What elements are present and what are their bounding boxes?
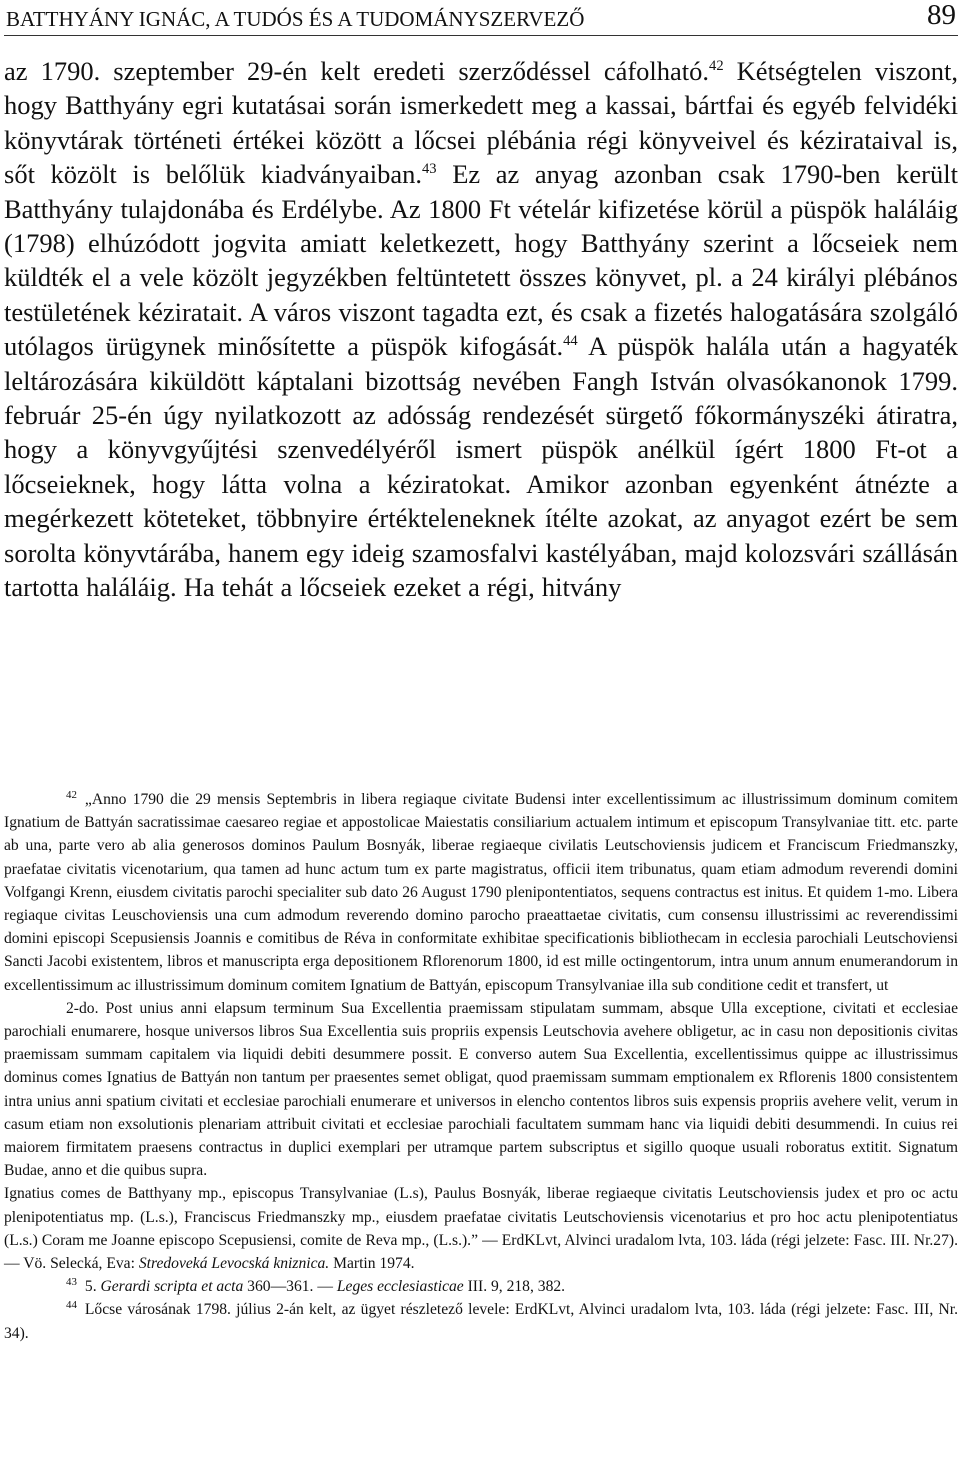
footnote-number-42: 42 [66, 788, 77, 801]
running-head-title: BATTHYÁNY IGNÁC, A TUDÓS ÉS A TUDOMÁNYSZERVEZŐ [6, 7, 585, 31]
footnote-ref-43[interactable]: 43 [422, 161, 437, 178]
page-number: 89 [927, 0, 956, 31]
body-sentence-4: A püspök halála után a hagyaték leltározására kiküldött káptalani bizottság nevében Fangh István olvasókanonok 1799. február 25-én úgy nyilatkozott az adósság rendezését sürgető főkormányszéki átiratra, hogy a könyvgyűjtési szenvedélyéről ismert püspök anélkül ígért 1800 Ft-ot a lőcseieknek, hogy látta volna a kéziratokat. Amikor azonban egyenként átnézte a megérkezett köteteket, többnyire értékteleneknek ítélte azokat, az anyagot ezért be sem sorolta könyvtárába, hanem egy ideig szamosfalvi kastélyában, majd kolozsvári szállásán tartotta haláláig. Ha tehát a lőcseiek ezeket a régi, hitvány [4, 331, 958, 603]
footnote-43-text-a: 5. [84, 1278, 101, 1296]
footnote-43 [4, 1275, 958, 1298]
footnote-number-43: 43 [66, 1276, 77, 1289]
footnote-43-title-2: Leges ecclesiasticae [336, 1278, 464, 1296]
footnote-43-text-c: III. 9, 218, 382. [463, 1278, 566, 1296]
footnote-42 [4, 788, 958, 997]
body-sentence-1: az 1790. szeptember 29-én kelt eredeti szerződéssel cáfolható. [4, 56, 710, 86]
footnote-42-text: „Anno 1790 die 29 mensis Septembris in libera regiaque civitate Budensi inter excellentissimum ac illustrissimum dominum comitem Ignatium de Battyán sacratissimae caesareo regiae et appostolicae Maiestatis consiliarium actualem intimum et episcopum Transylvaniae titt. etc. parte ab una, parte vero ab alia generosos dominos Paulum Bosnyák, liberae regiaeque civilatis Leutschoviensis judicem et Franciscum Friedmanszky, praefatae civitatis vicenotarium, qua tamen ad hunc actum tum ex parte magistratus, officii item tribunatus, quam etiam admodum reverendi domini Volfgangi Krenn, eiusdem civitatis parochi specialiter sub dato 26 August 1790 plenipontentiatos, sequens contractus est initus. Et quidem 1-mo. Libera regiaque civitas Leuschoviensis una cum admodum reverendo domino parocho praeattaetae civitatis, cum consensu illustrissimi ac reverendissimi domini episcopi Scepusiensis Joannis e comitibus de Réva in conformitate exhibitae specificationis bibliothecam in ecclesia parochiali Leutschoviensi Sancti Jacobi existentem, libros et manuscripta erga depositionem Rflorenorum 1800, id est mille octingentorum, intra unum annum enumerandorum in excellentissimum ac illustrissimum dominum comitem Ignatium de Battyán, episcopum Transylvaniae illa sub conditione cedit et transfert, ut [4, 791, 958, 994]
footnote-42-text-3b: Martin 1974. [329, 1255, 415, 1273]
body-sentence-2: Kétségtelen viszont, hogy Batthyány egri kutatásai során ismerkedett meg a kassai, bártfai és egyéb felvidéki könyvtárak történeti értékei között a lőcsei plébánia régi könyveivel és kézirataival is, sőt közölt is belőlük kiadványaiban. [4, 56, 958, 190]
footnote-42-paragraph-2 [4, 997, 958, 1183]
footnote-44-text: Lőcse városának 1798. július 2-án kelt, az ügyet részletező levele: ErdKLvt, Alvinci uradalom lvta, 103. láda (régi jelzete: Fasc. III, Nr. 34). [4, 1301, 958, 1342]
footnote-42-text-2: 2-do. Post unius anni elapsum terminum Sua Excellentia praemissam stipulatam summam, absque Ulla exceptione, civitati et ecclesiae parochiali enumarere, hosque universos libros Sua Excellentia suis propriis expensis Leutschovia avehere obligetur, ac in casu non depositionis civitas praemissam summam capitalem via liquidi debiti desummere possit. E converso autem Sua Excellentia, excellentissimus quippe ac illustrissimus dominus comes Ignatius de Battyán non tantum per praesentes semet obligat, quod praemissam summam emptionalem ex Rflorenis 1800 consistentem intra unius anni spatium civitati et ecclesiae parochiali enumerare et universos in elencho contentos libros suis expensis propriis avehere velit, verum in casum etiam non exsolutionis plenariam attribuit civitati et ecclesiae parochiali facultatem summam hanc via liquidi debiti desummendi. In cuius rei maiorem firmitatem praesens contractus in duplici exemplari per utramque partem subscriptus et sigillo quoque usuali roboratus extitit. Signatum Budae, anno et die quibus supra. [4, 999, 958, 1180]
footnote-44 [4, 1298, 958, 1344]
footnote-number-44: 44 [66, 1299, 77, 1312]
footnote-ref-42[interactable]: 42 [709, 58, 724, 75]
footnotes [4, 788, 958, 1345]
body-text [4, 54, 958, 605]
body-sentence-3: Ez az anyag azonban csak 1790-ben került Batthyány tulajdonába és Erdélybe. Az 1800 Ft vételár kifizetése körül a püspök haláláig (1798) elhúzódott jogvita amiatt keletkezett, hogy Batthyány szerint a lőcseiek nem küldték el a vele közölt jegyzékben feltüntetett összes könyvet, pl. a 24 királyi plébános testületének kéziratait. A város viszont tagadta ezt, és csak a fizetés halogatására szolgáló utólagos ürügynek minősítette a püspök kifogását. [4, 159, 958, 362]
footnote-42-book-title: Stredoveká Levocská kniznica. [138, 1255, 330, 1273]
running-head [4, 0, 958, 36]
footnote-ref-44[interactable]: 44 [563, 333, 578, 350]
footnote-42-text-3a: Ignatius comes de Batthyany mp., episcopus Transylvaniae (L.s), Paulus Bosnyák, liberae regiaeque civitatis Leutschoviensis judex et pro oc actu plenipotentiatus mp. (L.s.), Franciscus Friedmanszky mp., eiusdem praefatae civitatis Leutschoviensis vicenotarius et pro hoc actu plenipotentiatus (L.s.) Coram me Joanne episcopo Scepusiensi, comite de Reva mp., (L.s.).” — ErdKLvt, Alvinci uradalom lvta, 103. láda (régi jelzete: Fasc. III. Nr.27). — Vö. Selecká, Eva: [4, 1185, 958, 1273]
footnote-42-paragraph-3 [4, 1182, 958, 1275]
footnote-43-text-b: 360—361. — [243, 1278, 337, 1296]
footnote-43-title-1: Gerardi scripta et acta [100, 1278, 244, 1296]
body-paragraph [4, 54, 958, 605]
